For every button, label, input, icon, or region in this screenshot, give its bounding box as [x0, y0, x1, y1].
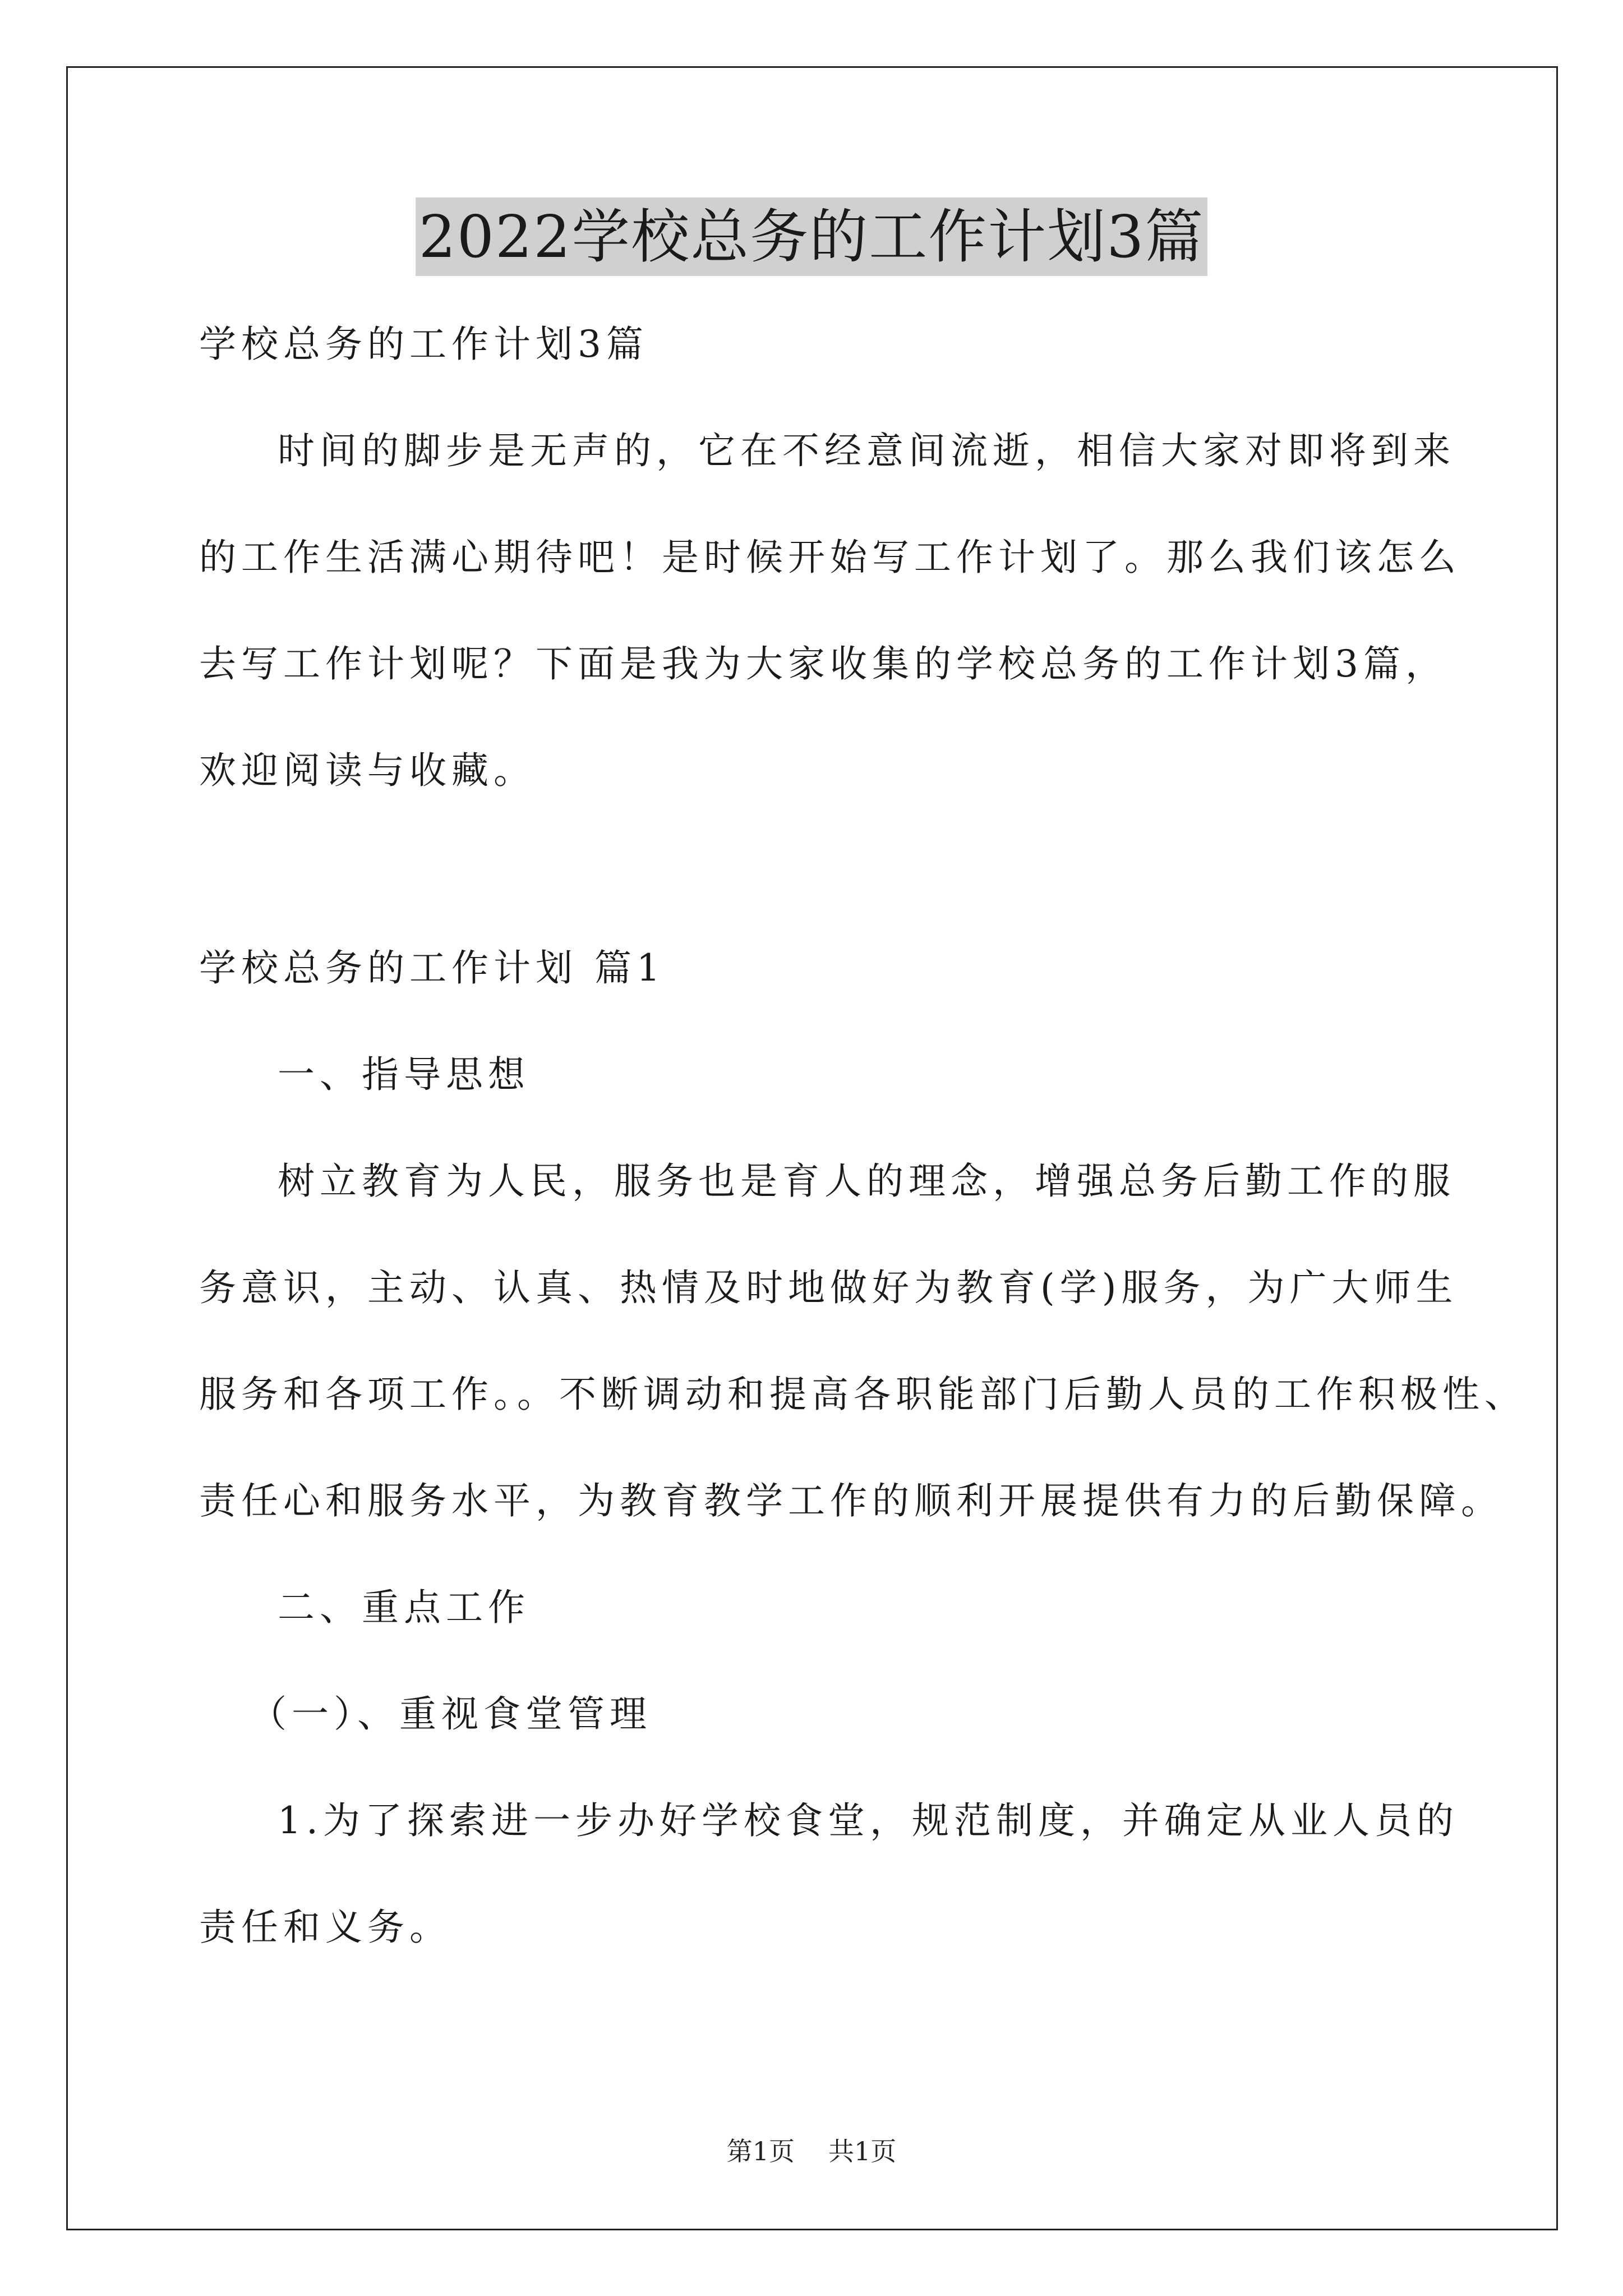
page-footer: [0, 2134, 1623, 2168]
heading-key-work: 二、重点工作: [278, 1586, 530, 1629]
paragraph-line-3: 服务和各项工作。。不断调动和提高各职能部门后勤人员的工作积极性、: [199, 1373, 1527, 1416]
page-number: 第1页: [726, 2136, 795, 2166]
intro-line-1: 时间的脚步是无声的，它在不经意间流逝，相信大家对即将到来: [278, 429, 1455, 472]
document-title-text: 2022学校总务的工作计划3篇: [416, 197, 1208, 276]
sub-heading-canteen: （一）、重视食堂管理: [250, 1692, 652, 1736]
page-total: 共1页: [828, 2136, 897, 2166]
intro-line-4: 欢迎阅读与收藏。: [199, 749, 536, 792]
intro-line-2: 的工作生活满心期待吧！是时候开始写工作计划了。那么我们该怎么: [199, 536, 1461, 579]
item-line-1: 1.为了探索进一步办好学校食堂，规范制度，并确定从业人员的: [278, 1799, 1459, 1842]
item-line-2: 责任和义务。: [199, 1906, 451, 1949]
heading-guiding-ideology: 一、指导思想: [278, 1053, 530, 1096]
paragraph-line-4: 责任心和服务水平，为教育教学工作的顺利开展提供有力的后勤保障。: [199, 1479, 1503, 1522]
document-title: [0, 197, 1623, 276]
intro-line-3: 去写工作计划呢？下面是我为大家收集的学校总务的工作计划3篇，: [199, 642, 1447, 685]
paragraph-line-1: 树立教育为人民，服务也是育人的理念，增强总务后勤工作的服: [278, 1159, 1455, 1203]
section-heading: 学校总务的工作计划 篇1: [199, 946, 665, 990]
document-subtitle: 学校总务的工作计划3篇: [199, 323, 648, 366]
paragraph-line-2: 务意识，主动、认真、热情及时地做好为教育(学)服务，为广大师生: [199, 1266, 1458, 1309]
